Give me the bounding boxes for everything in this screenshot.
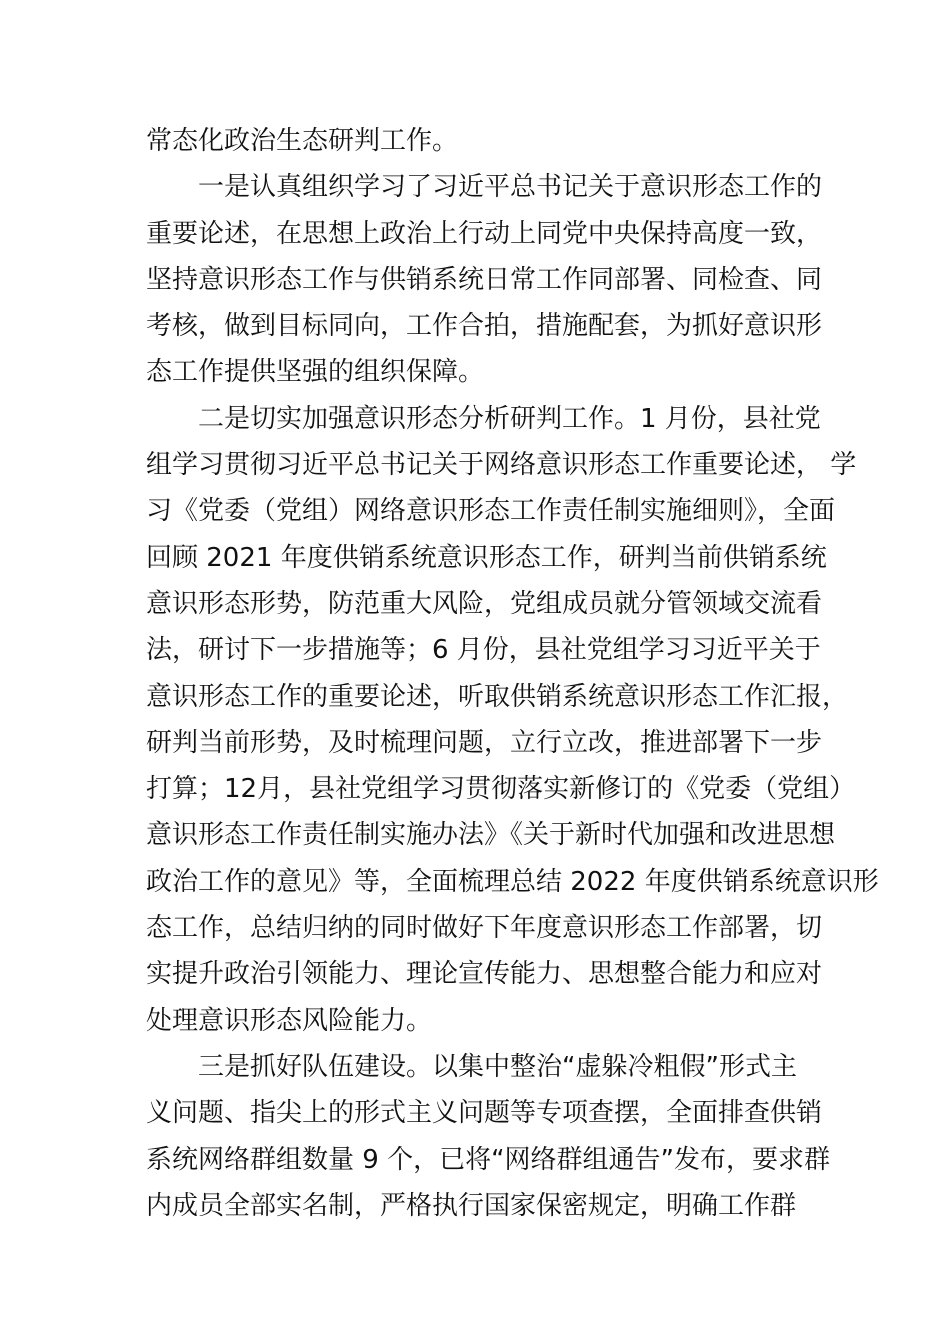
text-line: 意识形态形势，防范重大风险，党组成员就分管领域交流看 [146,588,823,619]
paragraph-start-line: 三是抓好队伍建设。以集中整治“虚躲冷粗假”形式主 [198,1051,797,1082]
text-line: 系统网络群组数量 9 个，已将“网络群组通告”发布，要求群 [146,1144,831,1175]
text-line: 坚持意识形态工作与供销系统日常工作同部署、同检查、同 [146,264,823,295]
text-line: 法，研讨下一步措施等；6 月份，县社党组学习习近平关于 [146,635,821,666]
text-line: 政治工作的意见》等，全面梳理总结 2022 年度供销系统意识形 [146,866,879,897]
text-line: 意识形态工作责任制实施办法》《关于新时代加强和改进思想 [146,820,836,851]
document-body [146,118,879,1229]
text-line: 内成员全部实名制，严格执行国家保密规定，明确工作群 [146,1190,797,1221]
text-line: 实提升政治引领能力、理论宣传能力、思想整合能力和应对 [146,959,823,990]
text-line: 态工作提供坚强的组织保障。 [146,357,485,388]
text-line: 考核，做到目标同向，工作合拍，措施配套，为抓好意识形 [146,311,823,342]
text-line: 处理意识形态风险能力。 [146,1005,433,1036]
text-line: 打算；12月，县社党组学习贯彻落实新修订的《党委（党组） [146,774,856,805]
text-line: 常态化政治生态研判工作。 [146,126,459,156]
text-line: 组学习贯彻习近平总书记关于网络意识形态工作重要论述， 学 [146,450,857,481]
text-line: 态工作，总结归纳的同时做好下年度意识形态工作部署，切 [146,913,823,944]
text-line: 回顾 2021 年度供销系统意识形态工作，研判当前供销系统 [146,542,827,573]
paragraph-start-line: 二是切实加强意识形态分析研判工作。1 月份，县社党 [198,403,821,434]
text-line: 意识形态工作的重要论述，听取供销系统意识形态工作汇报， [146,681,849,712]
text-line: 习《党委（党组）网络意识形态工作责任制实施细则》，全面 [146,496,836,527]
text-line: 研判当前形势，及时梳理问题，立行立改，推进部署下一步 [146,727,823,758]
paragraph-start-line: 一是认真组织学习了习近平总书记关于意识形态工作的 [198,172,823,203]
text-line: 重要论述，在思想上政治上行动上同党中央保持高度一致， [146,218,823,249]
text-line: 义问题、指尖上的形式主义问题等专项查摆，全面排查供销 [146,1098,823,1129]
